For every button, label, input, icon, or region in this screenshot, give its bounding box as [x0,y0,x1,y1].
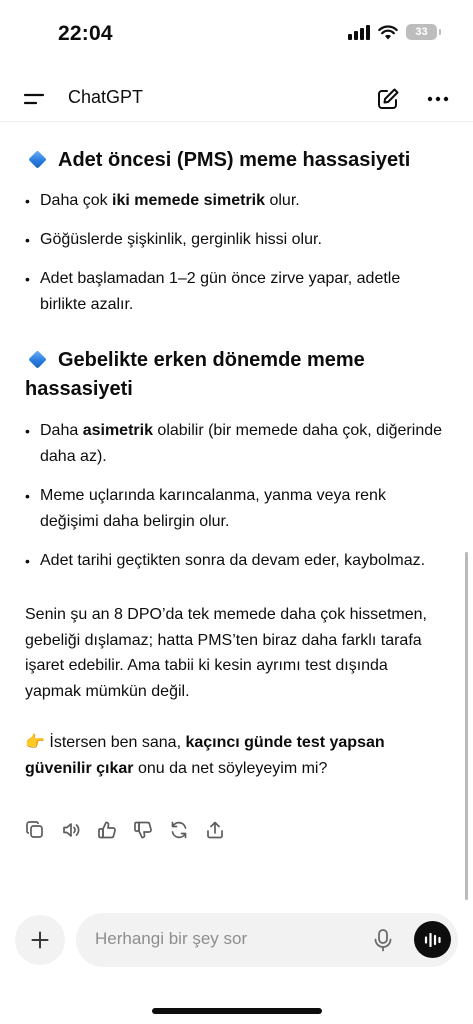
closing-question: 👉 İstersen ben sana, kaçıncı günde test yapsan güvenilir çıkar onu da net söyleyeyim mi? [25,734,385,777]
add-attachment-button[interactable] [15,915,65,965]
thumbs-up-icon[interactable] [97,820,117,840]
pms-bullet-list [25,188,445,318]
read-aloud-icon[interactable] [61,820,81,840]
message-composer[interactable] [76,913,458,967]
section-heading-pms [25,146,445,174]
composer-input[interactable]: Herhangi bir şey sor [95,929,248,948]
cellular-signal-icon [348,25,370,40]
menu-icon[interactable] [22,86,48,112]
battery-level: 33 [415,26,428,38]
home-indicator[interactable] [152,1008,322,1014]
list-item: • Göğüslerde şişkinlik, gerginlik hissi olur. [25,227,445,253]
list-item: • Adet tarihi geçtikten sonra da devam eder, kaybolmaz. [25,548,445,574]
list-item: • Daha asimetrik olabilir (bir memede daha çok, diğerinde daha az). [25,418,445,470]
status-time: 22:04 [58,22,113,45]
section-heading-text: Gebelikte erken dönemde meme hassasiyeti [25,349,365,400]
section-heading-text: Adet öncesi (PMS) meme hassasiyeti [58,149,411,171]
voice-waveform-icon [423,931,443,949]
assistant-message [25,140,445,781]
copy-icon[interactable] [25,820,45,840]
blue-diamond-icon [28,150,46,168]
pregnancy-bullet-list [25,418,445,574]
message-actions [25,820,225,840]
app-title[interactable]: ChatGPT [68,87,144,107]
summary-paragraph: Senin şu an 8 DPO’da tek memede daha çok hissetmen, gebeliği dışlamaz; hatta PMS’ten biraz daha farklı tarafa işaret edebilir. Ama tabii ki kesin ayrımı test dışında yapmak mümkün değil. [25,606,427,700]
list-item: • Meme uçlarında karıncalanma, yanma veya renk değişimi daha belirgin olur. [25,483,445,535]
scrollbar[interactable] [465,552,468,900]
microphone-icon[interactable] [372,928,394,952]
battery-icon [406,24,437,40]
app-header [0,76,473,122]
more-icon[interactable] [425,86,451,112]
list-item: • Daha çok iki memede simetrik olur. [25,188,445,214]
voice-mode-button[interactable] [414,921,451,958]
new-chat-edit-icon[interactable] [375,86,401,112]
list-item: • Adet başlamadan 1–2 gün önce zirve yapar, adetle birlikte azalır. [25,266,445,318]
status-bar [0,0,473,70]
status-icons [348,24,437,40]
wifi-icon [378,25,398,40]
regenerate-icon[interactable] [169,820,189,840]
thumbs-down-icon[interactable] [133,820,153,840]
pointing-hand-emoji: 👉 [25,734,45,751]
section-heading-pregnancy [25,346,445,404]
blue-diamond-icon [28,350,46,368]
share-icon[interactable] [205,820,225,840]
plus-icon [30,930,50,950]
